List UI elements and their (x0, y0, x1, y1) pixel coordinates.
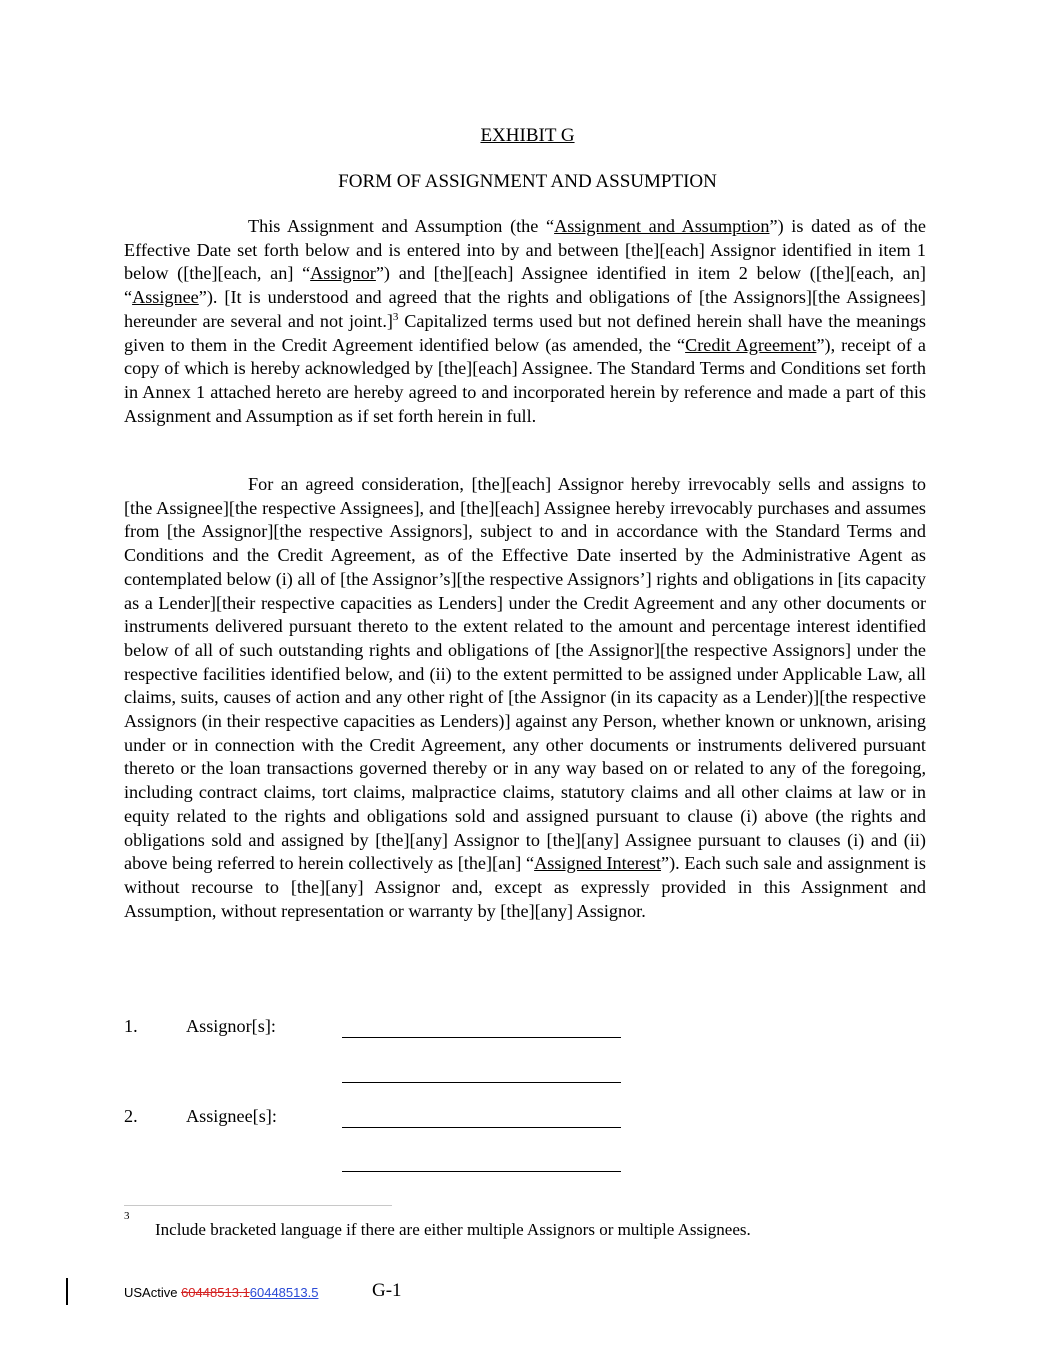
assignee-item (124, 1106, 277, 1127)
intro-paragraph: This Assignment and Assumption (the “Assignment and Assumption”) is dated as of the Effective Date set forth below and is entered into by and between [the][each] Assignor identified in item 1 below ([the][each, an] “Assignor”) and [the][each] Assignee identified in item 2 below ([the][each, an] “Assignee”). [It is understood and agreed that the rights and obligations of [the Assignors][the Assignees] hereunder are several and not joint.]$^3$ Capitalized terms used but not defined herein shall have the meanings given to them in the Credit Agreement identified below (as amended, the “Credit Agreement”), receipt of a copy of which is hereby acknowledged by [the][each] Assignee. The Standard Terms and Conditions set forth in Annex 1 attached hereto are hereby agreed to and incorporated herein by reference and made a part of this Assignment and Assumption as if set forth herein in full. (124, 216, 926, 426)
assignee-blank-line-1[interactable] (342, 1110, 621, 1128)
assignor-blank-line-1[interactable] (342, 1020, 621, 1038)
footnote-reference: 3 (392, 310, 399, 323)
exhibit-heading: EXHIBIT G (480, 125, 575, 146)
form-title: FORM OF ASSIGNMENT AND ASSUMPTION (338, 171, 717, 192)
inserted-doc-id: 60448513.5 (249, 1285, 319, 1300)
assignee-blank-line-2[interactable] (342, 1154, 621, 1172)
footnote-text: Include bracketed language if there are either multiple Assignors or multiple Assignees. (155, 1220, 751, 1239)
assignor-item (124, 1016, 276, 1037)
item-number: 1. (124, 1016, 138, 1036)
assignor-blank-line-2[interactable] (342, 1065, 621, 1083)
consideration-paragraph: For an agreed consideration, [the][each] Assignor hereby irrevocably sells and assigns to [the Assignee][the respective Assignees], and [the][each] Assignee hereby irrevocably purchases and assumes from [the Assignor][the respective Assignors], subject to and in accordance with the Standard Terms and Conditions and the Credit Agreement, as of the Effective Date inserted by the Administrative Agent as contemplated below (i) all of [the Assignor’s][the respective Assignors’] rights and obligations in [its capacity as a Lender][their respective capacities as Lenders] under the Credit Agreement and any other documents or instruments delivered pursuant thereto to the extent related to the amount and percentage interest identified below of all of such outstanding rights and obligations of [the Assignor][the respective Assignors] under the respective facilities identified below, and (ii) to the extent permitted to be assigned under Applicable Law, all claims, suits, causes of action and any other right of [the Assignor (in its capacity as a Lender)][the respective Assignors (in their respective capacities as Lenders)] against any Person, whether known or unknown, arising under or in connection with the Credit Agreement, any other documents or instruments delivered pursuant thereto or the loan transactions governed thereby or in any way based on or related to any of the foregoing, including contract claims, tort claims, malpractice claims, statutory claims and all other claims at law or in equity related to the rights and obligations sold and assigned pursuant to clause (i) above (the rights and obligations sold and assigned by [the][any] Assignor to [the][any] Assignee pursuant to clauses (i) and (ii) above being referred to herein collectively as [the][an] “Assigned Interest”). Each such sale and assignment is without recourse to [the][any] Assignor and, except as expressly provided in this Assignment and Assumption, without representation or warranty by [the][any] Assignor. (124, 474, 926, 921)
page-number: G-1 (372, 1280, 402, 1301)
footnote-marker: 3 (124, 1210, 130, 1223)
item-number: 2. (124, 1106, 138, 1126)
defined-term: Credit Agreement (685, 334, 817, 355)
footnote (124, 1210, 751, 1239)
defined-term: Assigned Interest (534, 853, 662, 874)
defined-term: Assignment and Assumption (554, 216, 770, 236)
defined-term: Assignee (132, 287, 199, 308)
deleted-doc-id: 60448513.1 (181, 1285, 250, 1300)
document-id: USActive 60448513.160448513.5 (124, 1285, 319, 1300)
defined-term: Assignor (310, 263, 376, 284)
footnote-divider (124, 1205, 392, 1206)
revision-bar (66, 1278, 68, 1305)
item-label: Assignor[s]: (186, 1016, 276, 1036)
item-label: Assignee[s]: (186, 1106, 277, 1126)
